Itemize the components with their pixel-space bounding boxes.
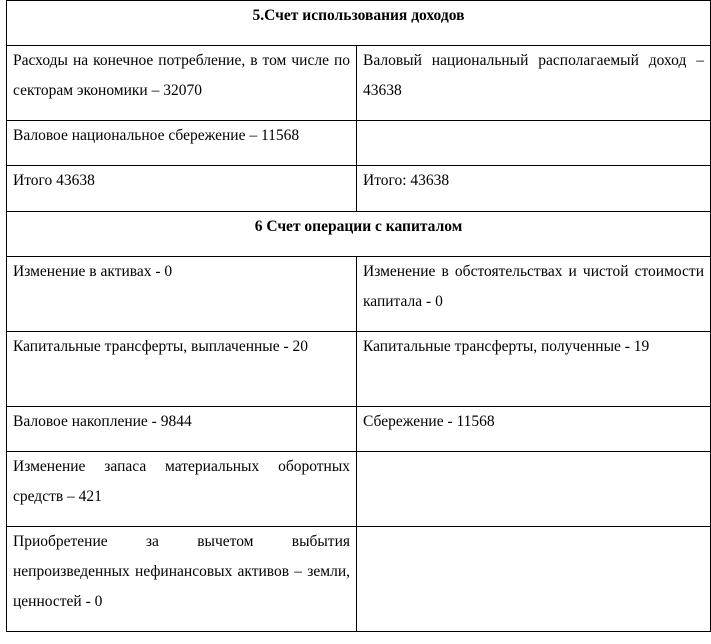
table-row	[7, 121, 711, 166]
section6-row4-right	[357, 452, 711, 527]
table-row	[7, 257, 711, 332]
section6-row1-left: Изменение в активах - 0	[7, 257, 357, 332]
section5-row1-right: Валовый национальный располагаемый доход – 43638	[357, 46, 711, 121]
accounts-table	[6, 0, 711, 632]
section6-row1-right: Изменение в обстоятельствах и чистой стоимости капитала - 0	[357, 257, 711, 332]
section5-row3-right: Итого: 43638	[357, 166, 711, 212]
section6-row2-right: Капитальные трансферты, полученные - 19	[357, 332, 711, 407]
table-row	[7, 407, 711, 452]
section6-row2-left: Капитальные трансферты, выплаченные - 20	[7, 332, 357, 407]
section6-header-row	[7, 212, 711, 257]
section5-row3-left: Итого 43638	[7, 166, 357, 212]
section6-row4-left: Изменение запаса материальных оборотных средств – 421	[7, 452, 357, 527]
table-row	[7, 332, 711, 407]
table-row	[7, 166, 711, 212]
section5-row2-left: Валовое национальное сбережение – 11568	[7, 121, 357, 166]
section6-row3-right: Сбережение - 11568	[357, 407, 711, 452]
table-row	[7, 46, 711, 121]
section6-row5-left: Приобретение за вычетом выбытия непроизведенных нефинансовых активов – земли, ценностей - 0	[7, 527, 357, 632]
section5-header-row	[7, 1, 711, 46]
section6-title: 6 Счет операции с капиталом	[7, 212, 711, 257]
section5-title: 5.Счет использования доходов	[7, 1, 711, 46]
section5-row1-left: Расходы на конечное потребление, в том числе по секторам экономики – 32070	[7, 46, 357, 121]
section5-row2-right	[357, 121, 711, 166]
table-row	[7, 452, 711, 527]
section6-row5-right	[357, 527, 711, 632]
section6-row3-left: Валовое накопление - 9844	[7, 407, 357, 452]
table-row	[7, 527, 711, 632]
